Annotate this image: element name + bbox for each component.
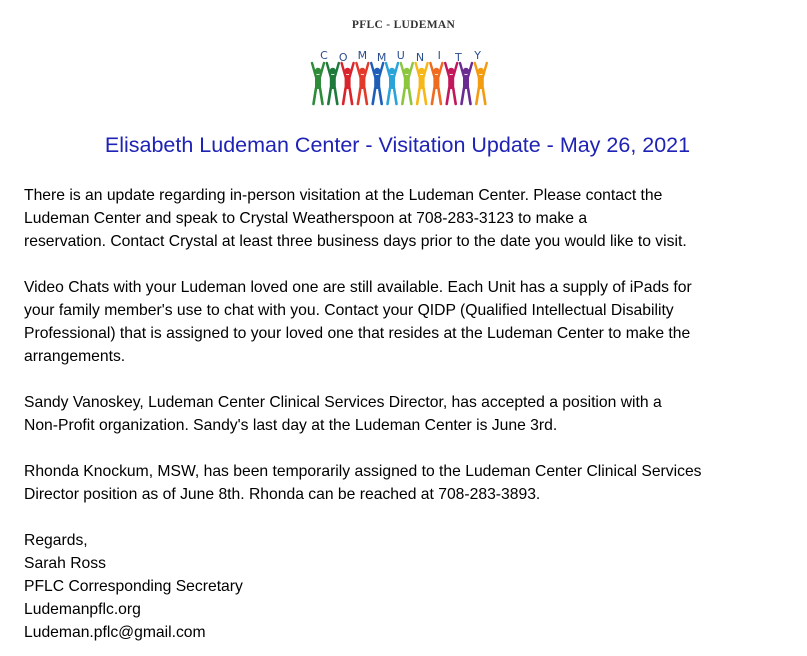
logo-figure xyxy=(445,63,457,104)
paragraph-line: Ludeman Center and speak to Crystal Weatherspoon at 708-283-3123 to make a xyxy=(24,210,588,227)
paragraph-line: your family member's use to chat with you. Contact your QIDP (Qualified Intellectual Disability xyxy=(24,302,674,319)
paragraph-director-departure xyxy=(24,391,784,437)
announcement-body xyxy=(24,184,784,644)
logo-letter: O xyxy=(338,51,348,64)
signature-block xyxy=(24,529,784,644)
logo-figure xyxy=(327,63,339,104)
paragraph-visitation xyxy=(24,184,784,253)
logo-figure xyxy=(356,63,368,104)
logo-figure xyxy=(416,63,428,104)
signature-email: Ludeman.pflc@gmail.com xyxy=(24,624,206,641)
paragraph-line: There is an update regarding in-person visitation at the Ludeman Center. Please contact the xyxy=(24,187,663,204)
paragraph-line: Rhonda Knockum, MSW, has been temporarily assigned to the Ludeman Center Clinical Services xyxy=(24,463,702,480)
logo-letter: I xyxy=(437,49,441,62)
logo-figure xyxy=(460,63,472,104)
signature-website: Ludemanpflc.org xyxy=(24,601,141,618)
paragraph-line: Non-Profit organization. Sandy's last day at the Ludeman Center is June 3rd. xyxy=(24,417,558,434)
logo-letter: U xyxy=(396,49,405,62)
community-logo xyxy=(310,46,490,108)
logo-letter: M xyxy=(357,49,368,62)
logo-figure xyxy=(342,63,354,104)
logo-figure xyxy=(430,63,442,104)
logo-letter: M xyxy=(376,51,387,64)
signature-closing: Regards, xyxy=(24,532,88,549)
organization-header: PFLC - LUDEMAN xyxy=(351,19,456,31)
logo-figure xyxy=(386,63,398,104)
signature-name: Sarah Ross xyxy=(24,555,106,572)
paragraph-line: Professional) that is assigned to your loved one that resides at the Ludeman Center to make the xyxy=(24,325,691,342)
logo-letter: N xyxy=(415,51,425,64)
logo-figure xyxy=(401,63,413,104)
logo-letter: C xyxy=(320,49,328,62)
paragraph-line: Video Chats with your Ludeman loved one are still available. Each Unit has a supply of iPads for xyxy=(24,279,692,296)
logo-letter: Y xyxy=(474,49,481,62)
paragraph-interim-director xyxy=(24,460,784,506)
paragraph-video-chats xyxy=(24,276,784,368)
signature-role: PFLC Corresponding Secretary xyxy=(24,578,243,595)
paragraph-line: reservation. Contact Crystal at least three business days prior to the date you would like to visit. xyxy=(24,233,687,250)
page-title: Elisabeth Ludeman Center - Visitation Update - May 26, 2021 xyxy=(104,133,691,157)
paragraph-line: arrangements. xyxy=(24,348,126,365)
logo-figure xyxy=(475,63,487,104)
paragraph-line: Sandy Vanoskey, Ludeman Center Clinical Services Director, has accepted a position with a xyxy=(24,394,662,411)
logo-letter: T xyxy=(455,51,462,64)
logo-figure xyxy=(371,63,383,104)
paragraph-line: Director position as of June 8th. Rhonda can be reached at 708-283-3893. xyxy=(24,486,541,503)
logo-figure xyxy=(312,63,324,104)
